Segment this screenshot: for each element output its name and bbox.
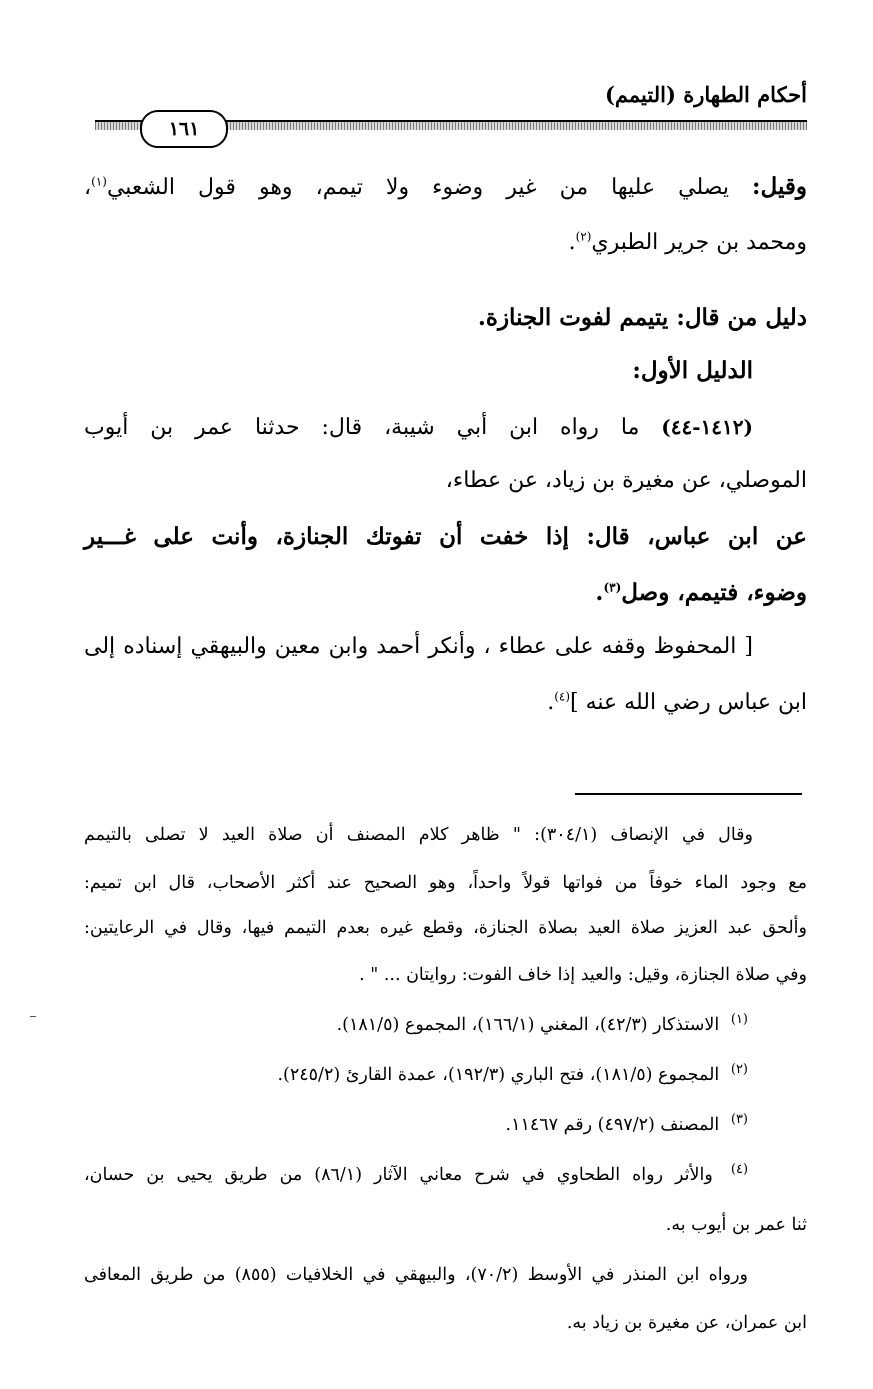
footnote-number: (٢) bbox=[730, 1062, 748, 1078]
footnote-extra-line: ابن عمران، عن مغيرة بن زياد به. bbox=[566, 1313, 807, 1333]
footnote-text: الاستذكار (٤٢/٣)، المغني (١٦٦/١)، المجموع (١٨١/٥). bbox=[336, 1015, 720, 1035]
footnote-separator bbox=[575, 793, 802, 795]
footnote-ref-4[interactable]: (٤) bbox=[554, 689, 571, 704]
paragraph-2-line-2: الموصلي، عن مغيرة بن زياد، عن عطاء، bbox=[445, 468, 807, 493]
grading-note-line-1: [ المحفوظ وقفه على عطاء ، وأنكر أحمد وابن معين والبيهقي إسناده إلى bbox=[84, 634, 753, 659]
footnote-ref-1[interactable]: (١) bbox=[91, 174, 107, 189]
paragraph-1-line-2 bbox=[84, 228, 807, 258]
footnote-carry-line: وألحق عبد العزيز صلاة العيد بصلاة الجنازة، وقطع غيره بعدم التيمم فيها، وقال في الرعايتين: bbox=[84, 918, 807, 938]
hadith-text-line-1: عن ابن عباس، قال: إذا خفت أن تفوتك الجنازة، وأنت على غـــير bbox=[84, 523, 807, 550]
punctuation: . bbox=[568, 230, 576, 255]
paragraph-lead: وقيل: bbox=[752, 173, 807, 200]
footnote-1 bbox=[84, 1012, 748, 1038]
punctuation: . bbox=[547, 690, 555, 715]
paragraph-text: ومحمد بن جرير الطبري bbox=[591, 230, 807, 255]
margin-mark bbox=[30, 1016, 36, 1017]
footnote-carry-line: مع وجود الماء خوفاً من فواتها قولاً واحداً، وهو الصحيح عند أكثر الأصحاب، قال ابن تميم: bbox=[84, 873, 807, 893]
hadith-text-line-2 bbox=[84, 578, 807, 608]
footnote-2 bbox=[84, 1062, 748, 1088]
running-title: أحكام الطهارة (التيمم) bbox=[604, 82, 807, 107]
footnote-ref-3[interactable]: (٣) bbox=[603, 580, 622, 595]
hadith-number: (١٤١٢-٤٤) bbox=[661, 415, 753, 439]
footnote-carry-line: وفي صلاة الجنازة، وقيل: والعيد إذا خاف الفوت: روايتان ... " . bbox=[359, 965, 807, 985]
footnote-text: المصنف (٤٩٧/٢) رقم ١١٤٦٧. bbox=[505, 1115, 720, 1135]
subsection-heading: الدليل الأول: bbox=[632, 357, 753, 384]
paragraph-2-line-1 bbox=[84, 412, 753, 443]
footnote-3 bbox=[84, 1112, 748, 1138]
footnote-ref-2[interactable]: (٢) bbox=[575, 229, 592, 244]
footnote-carry-line: وقال في الإنصاف (٣٠٤/١): " ظاهر كلام المصنف أن صلاة العيد لا تصلى بالتيمم bbox=[84, 825, 753, 845]
page-number-badge bbox=[140, 110, 228, 148]
hadith-text: وضوء، فتيمم، وصل bbox=[621, 579, 807, 606]
paragraph-text: ما رواه ابن أبي شيبة، قال: حدثنا عمر بن أيوب bbox=[84, 415, 640, 440]
footnote-number: (١) bbox=[730, 1012, 748, 1028]
footnote-text: والأثر رواه الطحاوي في شرح معاني الآثار (٨٦/١) من طريق يحيى بن حسان، bbox=[84, 1165, 713, 1185]
grading-text: ابن عباس رضي الله عنه ] bbox=[570, 690, 807, 715]
punctuation: ، bbox=[84, 175, 92, 200]
section-heading: دليل من قال: يتيمم لفوت الجنازة. bbox=[477, 304, 807, 331]
punctuation: . bbox=[595, 579, 604, 606]
footnote-extra-line: ورواه ابن المنذر في الأوسط (٧٠/٢)، والبيهقي في الخلافيات (٨٥٥) من طريق المعافى bbox=[84, 1265, 749, 1285]
footnote-number: (٣) bbox=[730, 1112, 748, 1128]
footnote-text: المجموع (١٨١/٥)، فتح الباري (١٩٢/٣)، عمدة القارئ (٢٤٥/٢). bbox=[277, 1065, 720, 1085]
page-number: ١٦١ bbox=[168, 118, 200, 140]
footnote-number: (٤) bbox=[730, 1162, 749, 1178]
footnote-4 bbox=[84, 1162, 748, 1188]
footnote-4-continuation: ثنا عمر بن أيوب به. bbox=[665, 1215, 807, 1235]
grading-note-line-2 bbox=[84, 688, 807, 718]
paragraph-text: يصلي عليها من غير وضوء ولا تيمم، وهو قول الشعبي bbox=[106, 175, 729, 200]
paragraph-1-line-1 bbox=[84, 172, 807, 203]
